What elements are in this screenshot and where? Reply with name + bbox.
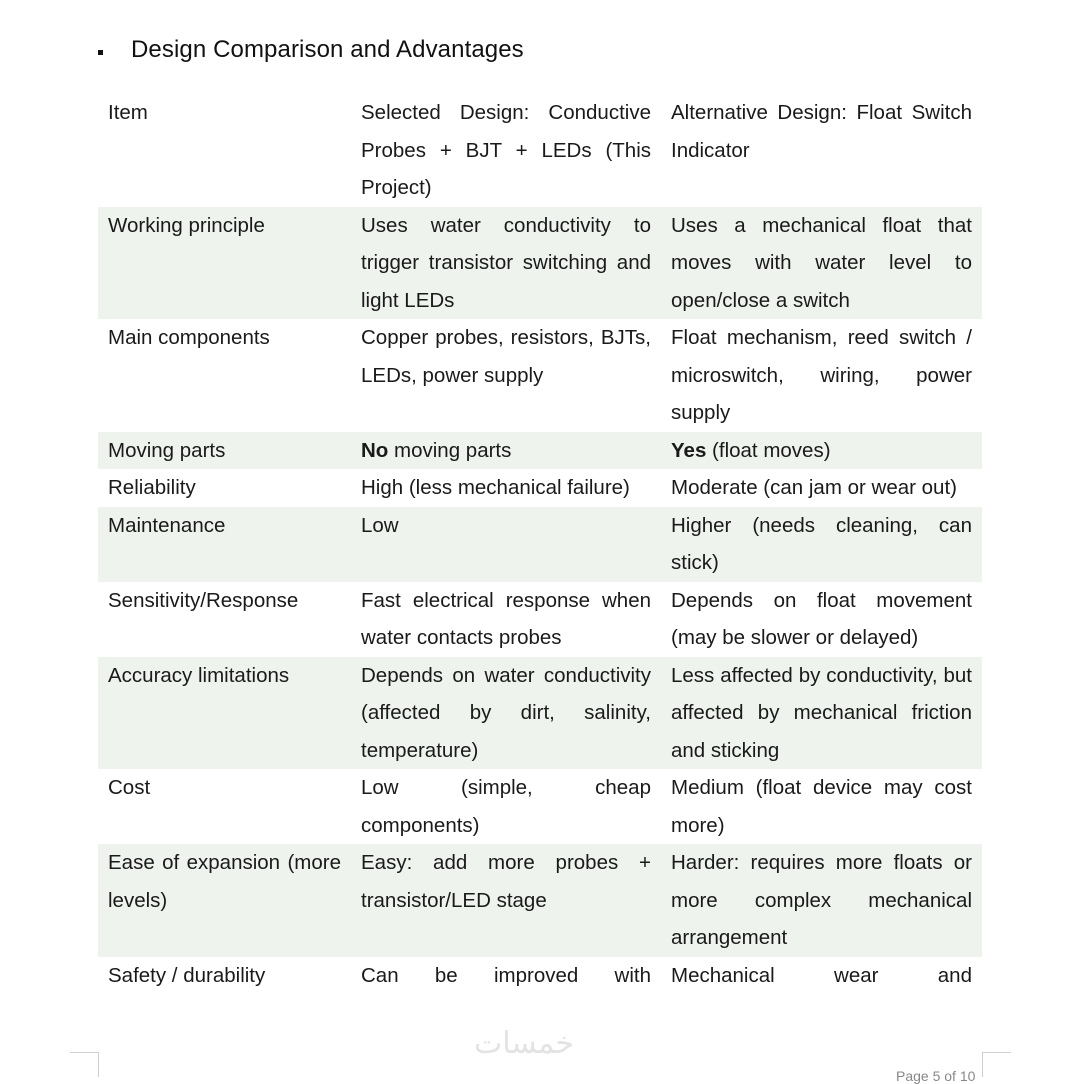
comparison-table: [98, 94, 982, 994]
cell-item: Accuracy limitations: [98, 657, 351, 770]
cell-item: Ease of expansion (more levels): [98, 844, 351, 957]
cell-selected: Low (simple, cheap components): [361, 776, 651, 837]
cell-item: Working principle: [98, 207, 351, 320]
cell-text: moving parts: [388, 438, 512, 462]
cell-item: Sensitivity/Response: [108, 588, 299, 612]
header-selected-design: Selected Design: Conductive Probes + BJT + LEDs (This Project): [361, 101, 651, 199]
table-row: [98, 207, 982, 320]
cell-selected: Copper probes, resistors, BJTs, LEDs, power supply: [361, 326, 651, 387]
cell-selected: Uses water conductivity to trigger transistor switching and light LEDs: [351, 207, 661, 320]
table-row: [98, 507, 982, 582]
cell-selected: Fast electrical response when water contacts probes: [361, 588, 651, 649]
table-row: [98, 844, 982, 957]
cell-text: (float moves): [706, 438, 831, 462]
watermark-logo: خمسات: [474, 1026, 575, 1061]
cell-selected: Low: [351, 507, 661, 582]
table-row: [98, 469, 982, 507]
cell-selected: Easy: add more probes + transistor/LED stage: [351, 844, 661, 957]
cell-selected: Can be improved with: [361, 963, 651, 987]
header-item: Item: [108, 101, 148, 124]
cell-alternative: Uses a mechanical float that moves with water level to open/close a switch: [661, 207, 982, 320]
cell-item: Reliability: [108, 476, 196, 499]
header-alternative-design: Alternative Design: Float Switch Indicator: [671, 101, 972, 162]
table-row: [98, 319, 982, 432]
table-row: [98, 657, 982, 770]
cell-selected: High (less mechanical failure): [361, 476, 630, 499]
section-title: Design Comparison and Advantages: [131, 36, 524, 63]
cell-alternative: Moderate (can jam or wear out): [671, 476, 957, 499]
cell-alternative: Mechanical wear and: [671, 963, 972, 987]
cell-alternative: Higher (needs cleaning, can stick): [661, 507, 982, 582]
cell-alternative: [661, 432, 982, 470]
cell-alternative: Medium (float device may cost more): [671, 776, 972, 837]
cell-alternative: Harder: requires more floats or more complex mechanical arrangement: [661, 844, 982, 957]
table-row: [98, 582, 982, 657]
cell-item: Cost: [108, 776, 151, 799]
cell-item: Maintenance: [98, 507, 351, 582]
cell-item: Moving parts: [98, 432, 351, 470]
cell-alternative: Depends on float movement (may be slower or delayed): [671, 588, 972, 649]
cell-alternative: Float mechanism, reed switch / microswitch, wiring, power supply: [671, 326, 972, 424]
cell-alternative: Less affected by conductivity, but affected by mechanical friction and sticking: [661, 657, 982, 770]
section-heading: [98, 36, 524, 64]
cell-item: Safety / durability: [108, 963, 266, 987]
page-number: Page 5 of 10: [896, 1068, 976, 1084]
cell-item: Main components: [108, 326, 270, 349]
cell-selected: Depends on water conductivity (affected by dirt, salinity, temperature): [351, 657, 661, 770]
bold-no: No: [361, 438, 389, 462]
table-row: [98, 432, 982, 470]
page-corner-mark-left: [70, 1052, 99, 1077]
page-corner-mark-right: [982, 1052, 1011, 1077]
table-row: [98, 769, 982, 844]
table-header-row: [98, 94, 982, 207]
table-row: [98, 957, 982, 995]
bullet-icon: [98, 50, 103, 55]
bold-yes: Yes: [671, 438, 707, 462]
cell-selected: [351, 432, 661, 470]
